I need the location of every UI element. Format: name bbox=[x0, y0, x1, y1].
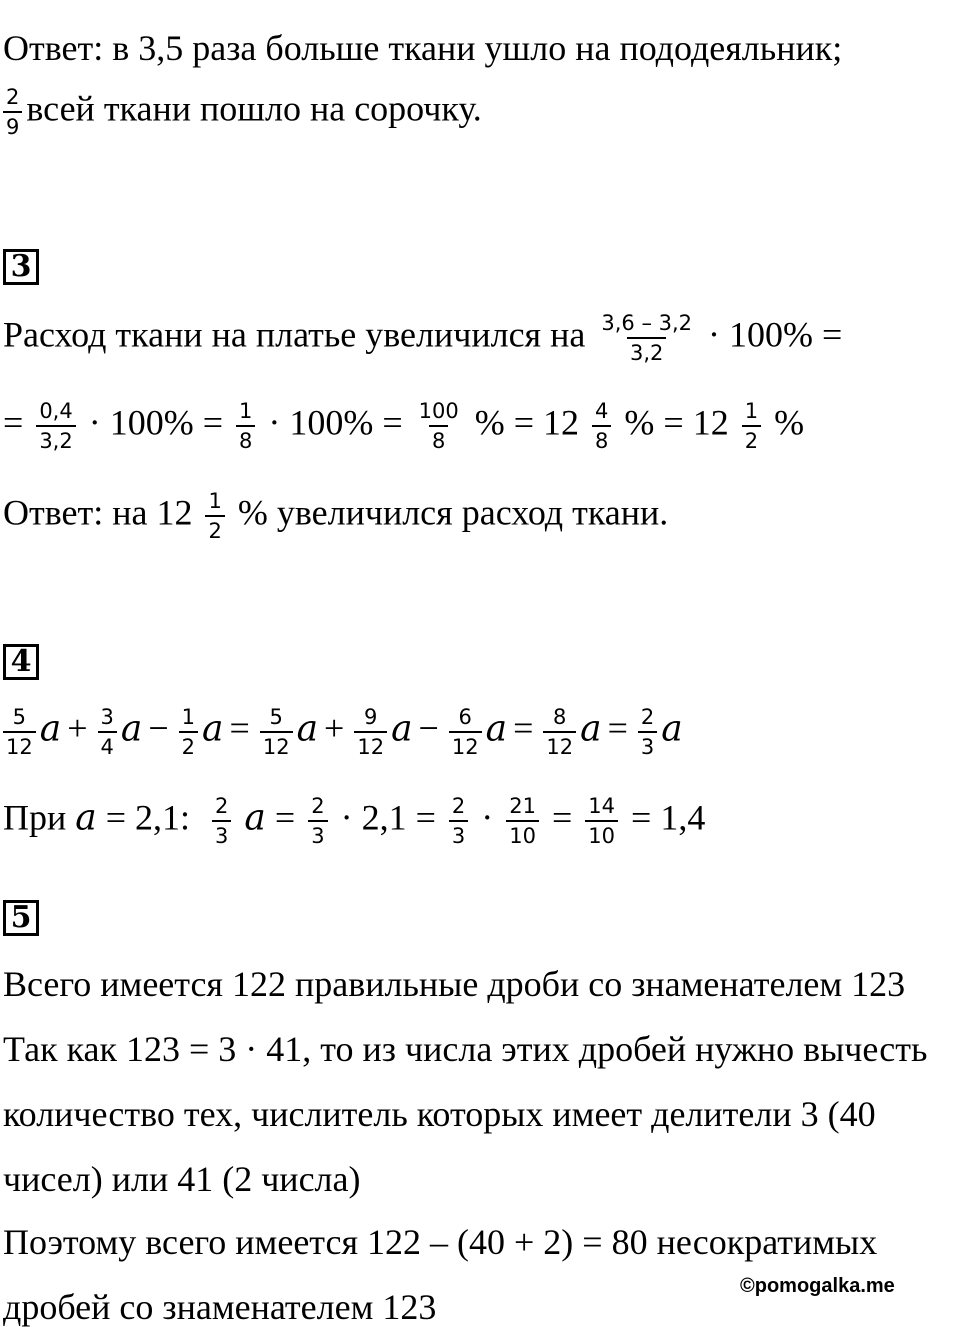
variable: a bbox=[202, 708, 224, 750]
fraction: $\frac{3}{4}$ bbox=[98, 706, 117, 758]
task5-line: Так как 123 = 3 · 41, то из числа этих дробей нужно вычесть bbox=[3, 1029, 928, 1069]
answer-line-2: $\frac{2}{9}$ всей ткани пошло на сорочку. bbox=[3, 86, 482, 138]
variable: a bbox=[39, 708, 62, 750]
answer-line-1: Ответ: в 3,5 раза больше ткани ушло на пододеяльник; bbox=[3, 28, 843, 68]
task4-line-2: При a = 2,1: $\frac{2}{3}$ a = $\frac{2}{3}$ · 2,1 = $\frac{2}{3}$ · $\frac{21}{10}$ = $\frac{14}{10}$ = 1,4 bbox=[3, 794, 706, 849]
operator: − bbox=[148, 708, 169, 749]
task-number-3: 3 bbox=[3, 249, 39, 285]
variable: a bbox=[580, 708, 602, 750]
variable: a bbox=[485, 708, 508, 750]
fraction: $\frac{3,6 - 3,2}{3,2}$ bbox=[601, 311, 693, 366]
fraction: $\frac{6}{12}$ bbox=[449, 706, 482, 758]
fraction: $\frac{21}{10}$ bbox=[506, 795, 539, 847]
fraction: $\frac{5}{12}$ bbox=[3, 706, 36, 758]
fraction: $\frac{2}{3}$ bbox=[212, 795, 231, 847]
operator: = bbox=[513, 708, 534, 749]
fraction: $\frac{1}{2}$ bbox=[742, 400, 761, 452]
variable: a bbox=[391, 708, 413, 750]
fraction: $\frac{9}{12}$ bbox=[354, 706, 387, 758]
task3-line-1: Расход ткани на платье увеличился на $\frac{3,6 - 3,2}{3,2}$ · 100% = bbox=[3, 311, 843, 366]
fraction: $\frac{1}{8}$ bbox=[236, 400, 255, 452]
fraction: $\frac{2}{3}$ bbox=[449, 795, 468, 847]
operator: = bbox=[229, 708, 250, 749]
fraction: $\frac{1}{2}$ bbox=[205, 490, 224, 542]
fraction: $\frac{100}{8}$ bbox=[418, 399, 459, 454]
operator: − bbox=[418, 708, 439, 749]
task-number-4: 4 bbox=[3, 644, 39, 680]
task3-answer: Ответ: на 12 $\frac{1}{2}$ % увеличился расход ткани. bbox=[3, 489, 669, 544]
task5-line: чисел) или 41 (2 числа) bbox=[3, 1159, 361, 1199]
watermark: ©pomogalka.me bbox=[740, 1275, 895, 1297]
variable: a bbox=[661, 708, 683, 750]
variable: a bbox=[120, 708, 143, 750]
operator: + bbox=[324, 708, 345, 749]
task5-line: Поэтому всего имеется 122 – (40 + 2) = 80 несократимых bbox=[3, 1222, 878, 1262]
task5-line: дробей со знаменателем 123 bbox=[3, 1287, 437, 1327]
task3-line-2: = $\frac{0,4}{3,2}$ · 100% = $\frac{1}{8}$ · 100% = $\frac{100}{8}$ % = 12 $\frac{4}{8}$ % = 12 $\frac{1}{2}$ % bbox=[3, 399, 805, 454]
task-number-5: 5 bbox=[3, 900, 39, 936]
fraction: $\frac{2}{3}$ bbox=[308, 795, 327, 847]
variable: a bbox=[296, 708, 319, 750]
operator: + bbox=[67, 708, 88, 749]
task5-line: Всего имеется 122 правильные дроби со знаменателем 123 bbox=[3, 964, 906, 1004]
task4-line-1 bbox=[3, 706, 683, 758]
fraction: $\frac{4}{8}$ bbox=[592, 400, 611, 452]
fraction: $\frac{14}{10}$ bbox=[585, 795, 618, 847]
fraction: $\frac{1}{2}$ bbox=[179, 706, 198, 758]
fraction: $\frac{2}{9}$ bbox=[3, 86, 22, 138]
operator: = bbox=[607, 708, 628, 749]
fraction: $\frac{8}{12}$ bbox=[543, 706, 576, 758]
fraction: $\frac{0,4}{3,2}$ bbox=[36, 400, 75, 452]
task5-line: количество тех, числитель которых имеет делители 3 (40 bbox=[3, 1094, 876, 1134]
fraction: $\frac{5}{12}$ bbox=[260, 706, 293, 758]
fraction: $\frac{2}{3}$ bbox=[638, 706, 657, 758]
